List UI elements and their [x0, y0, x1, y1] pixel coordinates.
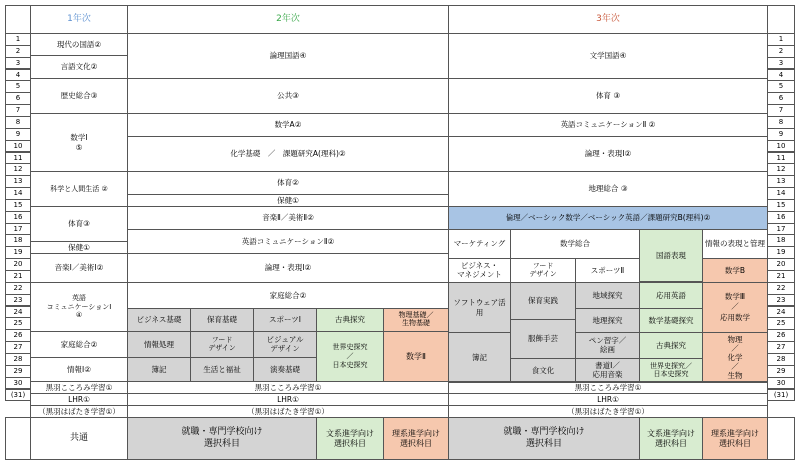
row-number-right: 15 [767, 199, 795, 212]
y3-bizman-line2: マネジメント [457, 269, 502, 279]
y2-butsuri-line2: 生物基礎 [402, 319, 430, 327]
y1-eigo-line2: コミュニケーションⅠ [46, 302, 112, 311]
row-number-right: 22 [767, 282, 795, 295]
y3-sugaku3-line2: ／ [731, 302, 739, 312]
y2-business: ビジネス基礎 [127, 308, 191, 332]
y2-butsuri-kiso [383, 308, 449, 332]
row-number-right: 19 [767, 246, 795, 259]
y3-ronri: 論理・表現Ⅰ② [448, 136, 768, 172]
y3-slash2: ／ [731, 362, 739, 371]
row-number-left: 3 [5, 57, 31, 70]
row-number-left: 13 [5, 175, 31, 188]
row-number-right: 21 [767, 270, 795, 283]
y3-sekai-line1: 世界史探究／ [650, 361, 692, 370]
y2-sekai-line3: 日本史探究 [332, 361, 368, 370]
y3-slash1: ／ [731, 344, 739, 353]
row-number-left: 24 [5, 306, 31, 319]
y2-hoiku: 保育基礎 [190, 308, 254, 332]
y2-butsuri-line1: 物理基礎／ [398, 311, 434, 320]
y2-ronri-hyogen: 論理・表現Ⅰ② [127, 253, 449, 283]
header-year1: 1年次 [30, 5, 128, 34]
y3-pen [575, 332, 640, 359]
y2-food-line2: デザイン [208, 343, 236, 352]
row-number-left: 6 [5, 92, 31, 105]
row-number-right: 11 [767, 152, 795, 165]
y3-kokoro: 黒羽こころみ学習① [448, 381, 768, 394]
header-blank-right [767, 5, 795, 34]
legend-job-y2-line1: 就職・専門学校向け [181, 427, 263, 438]
y1-hoken: 保健① [30, 241, 128, 254]
y2-kagaku-kiso: 化学基礎 ／ 課題研究A(理科)② [127, 136, 449, 172]
row-number-right: 24 [767, 306, 795, 319]
y3-shodo [575, 358, 640, 383]
y2-sugaku2: 数学Ⅱ [383, 331, 449, 382]
y3-marketing: マーケティング [448, 229, 511, 259]
row-number-right: 7 [767, 104, 795, 117]
y2-taiiku: 体育② [127, 171, 449, 195]
header-year2: 2年次 [127, 5, 449, 34]
row-number-right: 12 [767, 163, 795, 176]
y1-sugaku1 [30, 113, 128, 172]
y3-butsuri-kagaku-seibutsu [702, 332, 768, 383]
y1-kokoro: 黒羽こころみ学習① [30, 381, 128, 394]
row-number-left: 11 [5, 152, 31, 165]
y3-sekai [639, 358, 703, 383]
row-number-left: 8 [5, 116, 31, 129]
legend-job-y3-line1: 就職・専門学校向け [503, 427, 585, 438]
y3-oyo-eigo: 応用英語 [639, 282, 703, 309]
row-number-right: 29 [767, 365, 795, 378]
row-number-right: 25 [767, 317, 795, 330]
legend-ri-y2 [383, 417, 449, 460]
row-number-left: 12 [5, 163, 31, 176]
row-number-right: 2 [767, 45, 795, 58]
row-number-right: 20 [767, 258, 795, 271]
y3-seibutsu: 生物 [727, 371, 743, 380]
row-number-right: 8 [767, 116, 795, 129]
y3-sugaku3 [702, 282, 768, 333]
row-number-left: 23 [5, 294, 31, 307]
y3-sports2: スポーツⅡ [575, 258, 640, 283]
legend-ri-y3-line2: 選択科目 [719, 438, 751, 448]
y2-boki: 簿記 [127, 357, 191, 382]
row-number-right: 5 [767, 80, 795, 93]
y3-boki: 簿記 [448, 332, 511, 383]
y3-lhr: LHR① [448, 393, 768, 406]
row-number-left: 9 [5, 128, 31, 141]
y3-food-line2: デザイン [529, 269, 557, 278]
y1-lhr: LHR① [30, 393, 128, 406]
row-number-left: 5 [5, 80, 31, 93]
y2-kokyo: 公共③ [127, 78, 449, 114]
y1-eigo [30, 282, 128, 332]
row-number-left: 17 [5, 223, 31, 236]
y3-shodo-line2: 応用音楽 [592, 369, 623, 379]
y3-habataki: （黒羽はばたき学習①） [448, 405, 768, 418]
row-number-left: 4 [5, 69, 31, 82]
row-number-right: 18 [767, 234, 795, 247]
legend-bun-y3 [639, 417, 703, 460]
y3-bizman [448, 258, 511, 283]
y3-sugaku-sogo: 数学総合 [510, 229, 640, 259]
y1-sugaku1-name: 数学Ⅰ [70, 133, 88, 143]
row-number-left: 20 [5, 258, 31, 271]
row-number-right: 17 [767, 223, 795, 236]
y2-joho-shori: 情報処理 [127, 331, 191, 358]
legend-bun-y3-line1: 文系進学向け [647, 428, 695, 438]
y3-pen-line1: ペン習字／ [588, 336, 627, 346]
row-number-left: 26 [5, 329, 31, 342]
legend-ri-y3 [702, 417, 768, 460]
row-number-right: 9 [767, 128, 795, 141]
y1-ongaku: 音楽Ⅰ／美術Ⅰ② [30, 253, 128, 283]
y1-eigo-line3: ④ [75, 311, 83, 320]
row-number-left: 18 [5, 234, 31, 247]
y3-hoiku-jissen: 保育実践 [510, 282, 576, 320]
y2-food-design [190, 331, 254, 358]
y3-chiri: 地理総合 ③ [448, 171, 768, 207]
legend-left-blank [5, 417, 31, 460]
y3-bungaku: 文学国語④ [448, 33, 768, 79]
y2-koten: 古典探究 [316, 308, 384, 332]
y3-food-design [510, 258, 576, 283]
y2-lhr: LHR① [127, 393, 449, 406]
y1-joho: 情報Ⅰ② [30, 357, 128, 382]
y3-sugaku-kiso: 数学基礎探究 [639, 308, 703, 333]
legend-job-y3-line2: 選択科目 [525, 438, 562, 449]
row-number-left: 7 [5, 104, 31, 117]
y2-ensou: 演奏基礎 [253, 357, 317, 382]
legend-job-y3 [448, 417, 640, 460]
y3-food-line1: フード [532, 261, 554, 270]
row-number-left: 10 [5, 140, 31, 153]
row-number-left: 19 [5, 246, 31, 259]
legend-ri-y3-line1: 理系進学向け [711, 428, 759, 438]
row-number-right: 13 [767, 175, 795, 188]
y2-sports: スポーツⅠ [253, 308, 317, 332]
y2-habataki: （黒羽はばたき学習①） [127, 405, 449, 418]
y3-koten: 古典探究 [639, 332, 703, 359]
row-number-right: 1 [767, 33, 795, 46]
y3-joho-hyogen: 情報の表現と管理 [702, 229, 768, 259]
row-number-right: 10 [767, 140, 795, 153]
legend-ri-y2-line1: 理系進学向け [392, 428, 440, 438]
legend-common: 共通 [30, 417, 128, 460]
y3-bizman-line1: ビジネス・ [460, 260, 499, 270]
row-number-right: 28 [767, 353, 795, 366]
y2-seikatsu: 生活と福祉 [190, 357, 254, 382]
row-number-left: 16 [5, 211, 31, 224]
y3-chiri-tankyu: 地理探究 [575, 308, 640, 333]
row-number-left: 1 [5, 33, 31, 46]
row-number-right: 26 [767, 329, 795, 342]
y3-kagaku: 化学 [727, 353, 743, 362]
y2-ronri: 論理国語④ [127, 33, 449, 79]
y2-hoken: 保健① [127, 194, 449, 207]
y1-rekishi: 歴史総合③ [30, 78, 128, 114]
row-number-left: 28 [5, 353, 31, 366]
y2-food-line1: フード [211, 335, 233, 344]
y1-katei: 家庭総合② [30, 331, 128, 358]
y1-gengo: 言語文化② [30, 55, 128, 79]
row-number-right: 4 [767, 69, 795, 82]
y2-visual-design [253, 331, 317, 358]
row-number-left: 22 [5, 282, 31, 295]
y2-kokoro: 黒羽こころみ学習① [127, 381, 449, 394]
y2-eigo: 英語コミュニケーションⅡ② [127, 229, 449, 254]
y2-sekai-line2: ／ [346, 351, 354, 360]
y3-chiiki: 地域探究 [575, 282, 640, 309]
y3-butsuri: 物理 [727, 335, 743, 344]
y3-sugakuB: 数学B [702, 258, 768, 283]
header-blank-left [5, 5, 31, 34]
y1-eigo-line1: 英語 [72, 293, 86, 302]
row-number-right: 14 [767, 187, 795, 200]
row-number-left: 15 [5, 199, 31, 212]
y3-shodo-line1: 書道Ⅰ／ [595, 361, 620, 371]
y1-kagaku: 科学と人間生活 ② [30, 171, 128, 207]
y3-sugaku3-line3: 応用数学 [720, 312, 750, 322]
y3-sugaku3-line1: 数学Ⅲ [724, 292, 746, 302]
y1-taiiku: 体育③ [30, 206, 128, 242]
row-number-right: 30 [767, 377, 795, 390]
legend-bun-y2-line2: 選択科目 [334, 438, 366, 448]
row-number-right: 27 [767, 341, 795, 354]
row-number-left: 14 [5, 187, 31, 200]
y1-habataki: （黒羽はばたき学習①） [30, 405, 128, 418]
legend-bun-y2-line1: 文系進学向け [326, 428, 374, 438]
legend-job-y2-line2: 選択科目 [203, 438, 240, 449]
row-number-right: 23 [767, 294, 795, 307]
row-number-left: 25 [5, 317, 31, 330]
row-number-right: 3 [767, 57, 795, 70]
y3-blue-elective: 倫理／ベーシック数学／ベーシック英語／課題研究B(理科)② [448, 206, 768, 230]
y1-sugaku1-credits: ⑤ [75, 142, 83, 152]
row-number-left: 21 [5, 270, 31, 283]
header-year3: 3年次 [448, 5, 768, 34]
legend-bun-y2 [316, 417, 384, 460]
row-number-right: 16 [767, 211, 795, 224]
y2-sekai-line1: 世界史探究 [332, 342, 368, 351]
row-number-right: 6 [767, 92, 795, 105]
y2-sugakuA: 数学A② [127, 113, 449, 137]
y3-taiiku: 体育 ③ [448, 78, 768, 114]
row-number-left: 27 [5, 341, 31, 354]
y2-visual-line2: デザイン [270, 343, 300, 353]
legend-right-blank [767, 417, 795, 460]
y2-sekai [316, 331, 384, 382]
row-number-right: (31) [767, 389, 795, 402]
legend-bun-y3-line2: 選択科目 [655, 438, 687, 448]
y2-visual-line1: ビジュアル [266, 334, 304, 344]
y3-shoku: 食文化 [510, 358, 576, 383]
legend-ri-y2-line2: 選択科目 [400, 438, 432, 448]
y3-pen-line2: 絵画 [600, 344, 615, 354]
row-number-left: 29 [5, 365, 31, 378]
y3-software: ソフトウェア活用 [448, 282, 511, 333]
y1-gendai: 現代の国語② [30, 33, 128, 56]
y2-ongaku: 音楽Ⅱ／美術Ⅱ② [127, 206, 449, 230]
y3-eigo: 英語コミュニケーションⅡ ② [448, 113, 768, 137]
legend-job-y2 [127, 417, 317, 460]
row-number-left: (31) [5, 389, 31, 402]
y3-sekai-line2: 日本史探究 [653, 369, 689, 378]
y2-katei: 家庭総合② [127, 282, 449, 309]
row-number-left: 2 [5, 45, 31, 58]
row-number-left: 30 [5, 377, 31, 390]
y3-fukushoku: 服飾手芸 [510, 319, 576, 359]
y3-kokugo-hyogen: 国語表現 [639, 229, 703, 282]
